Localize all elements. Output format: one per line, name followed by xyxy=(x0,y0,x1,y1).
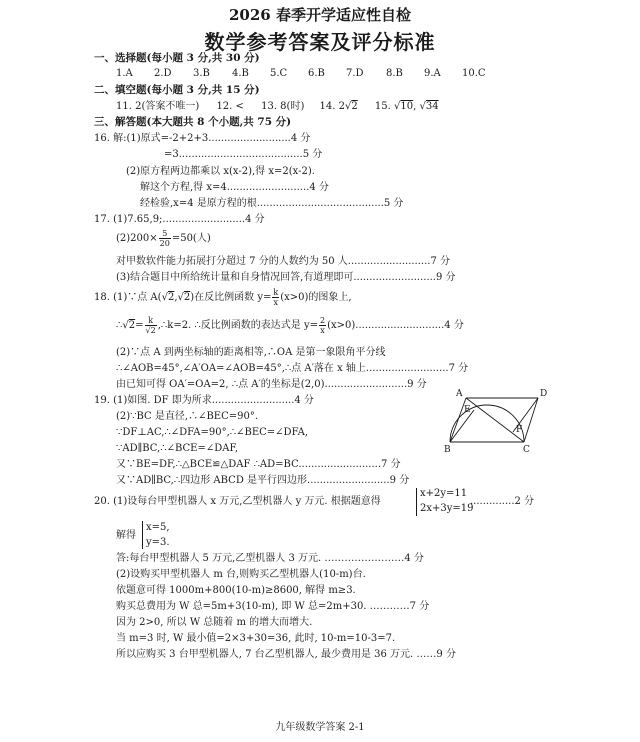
q20-line7: 因为 2>0, 所以 W 总随着 m 的增大而增大. xyxy=(116,617,313,628)
q20-line5: 依题意可得 1000m+800(10-m)≥8600, 解得 m≥3. xyxy=(116,585,356,596)
geometry-figure xyxy=(444,388,554,458)
page-footer: 九年级数学答案 2-1 xyxy=(275,722,365,733)
mc-answer-1: 1.A xyxy=(116,68,133,79)
q19-line2: (2)∵BC 是直径,∴∠BEC=90°. xyxy=(116,411,259,422)
exam-title: 2026 春季开学适应性自检 xyxy=(229,6,411,24)
mc-answer-2: 2.D xyxy=(154,68,172,79)
q19-line6: 又∵AD∥BC,∴四边形 ABCD 是平行四边形..........................9 分 xyxy=(116,475,410,486)
mc-answer-10: 10.C xyxy=(462,68,486,79)
q16-line2: =3.......................................5 分 xyxy=(164,149,323,160)
q20-solve-label: 解得 xyxy=(116,530,136,541)
equation-system-brace xyxy=(416,488,417,516)
label-b: B xyxy=(444,445,451,455)
q20-system1-eq1: x+2y=11 xyxy=(420,488,468,499)
segment-ac xyxy=(466,398,524,442)
mc-answer-8: 8.B xyxy=(386,68,403,79)
fill-answer-12: 12. < xyxy=(216,101,244,112)
q20-line1-score: ..............2 分 xyxy=(470,496,535,507)
label-d: D xyxy=(540,389,548,399)
q18-line5: 由已知可得 OA′=OA=2, ∴点 A′的坐标是(2,0)..........................9 分 xyxy=(116,379,427,390)
q17-line3: 对甲数软件能力拓展打分超过 7 分的人数约为 50 人..........................7 分 xyxy=(116,256,450,267)
q18-line2: ∴√2= $\frac{k}{√2}$ ,∴k=2. ∴反比例函数的表达式是 y= $\frac{2}{x}$ (x>0)............................4 分 xyxy=(116,316,464,335)
fill-answer-15: 15. √10, √34 xyxy=(374,101,439,112)
q20-line4: (2)设购买甲型机器人 m 台,则购买乙型机器人(10-m)台. xyxy=(116,569,366,580)
section1-heading: 一、选择题(每小题 3 分,共 30 分) xyxy=(94,52,260,64)
q20-line1: 20. (1)设每台甲型机器人 x 万元,乙型机器人 y 万元. 根据题意得 xyxy=(94,496,381,507)
section3-heading: 三、解答题(本大题共 8 个小题,共 75 分) xyxy=(94,116,292,128)
q19-line4: ∵AD∥BC,∴∠BCE=∠DAF, xyxy=(116,443,239,454)
fill-answers-row xyxy=(116,101,439,113)
section2-heading: 二、填空题(每小题 3 分,共 15 分) xyxy=(94,84,260,96)
q20-line9: 所以应购买 3 台甲型机器人, 7 台乙型机器人, 最少费用是 36 万元. ……9 分 xyxy=(116,649,456,660)
label-e: E xyxy=(464,405,471,415)
q18-line4: ∴∠AOB=45°,∠A′OA=∠AOB=45°,∴点 A′落在 x 轴上..........................7 分 xyxy=(116,363,469,374)
fill-answer-11: 11. 2(答案不唯一) xyxy=(116,101,200,112)
label-c: C xyxy=(523,445,530,455)
fill-answer-14: 14. 2√2 xyxy=(319,101,358,112)
q20-system2-eq2: y=3. xyxy=(146,537,170,548)
mc-answer-4: 4.B xyxy=(232,68,249,79)
q18-line3: (2)∵点 A 到两坐标轴的距离相等,∴OA 是第一象限角平分线 xyxy=(116,347,386,358)
q19-line5: 又∵BE=DF,∴△BCE≌△DAF ∴AD=BC..........................7 分 xyxy=(116,459,401,470)
solution-system-brace xyxy=(142,521,143,549)
q20-line3: 答:每台甲型机器人 5 万元,乙型机器人 3 万元. ……………………4 分 xyxy=(116,553,424,564)
q16-line4: 解这个方程,得 x=4..........................4 分 xyxy=(140,182,329,193)
q18-line1: 18. (1)∵点 A(√2,√2)在反比例函数 y= $\frac{k}{x}$ (x>0)的图象上, xyxy=(94,288,352,307)
mc-answer-7: 7.D xyxy=(346,68,364,79)
q20-system1-eq2: 2x+3y=19 xyxy=(420,503,474,514)
q20-line6: 购买总费用为 W 总=5m+3(10-m), 即 W 总=2m+30. …………7 分 xyxy=(116,601,430,612)
document-title: 数学参考答案及评分标准 xyxy=(204,30,436,54)
label-a: A xyxy=(456,389,463,399)
q16-line3: (2)原方程两边都乘以 x(x-2),得 x=2(x-2). xyxy=(126,166,315,177)
q16-line5: 经检验,x=4 是原方程的根........................................5 分 xyxy=(140,198,404,209)
mc-answer-5: 5.C xyxy=(270,68,288,79)
q20-system2-eq1: x=5, xyxy=(146,522,170,533)
q17-line1: 17. (1)7.65,9;..........................4 分 xyxy=(94,214,265,225)
q16-line1: 16. 解:(1)原式=-2+2+3..........................4 分 xyxy=(94,133,311,144)
segment-dc xyxy=(524,398,538,442)
mc-answer-9: 9.A xyxy=(424,68,441,79)
label-f: F xyxy=(516,425,523,435)
q17-line4: (3)结合题目中所给统计量和自身情况回答,有道理即可..........................9 分 xyxy=(116,272,456,283)
q19-line3: ∵DF⊥AC,∴∠DFA=90°,∴∠BEC=∠DFA, xyxy=(116,427,309,438)
q20-line8: 当 m=3 时, W 最小值=2×3+30=36, 此时, 10-m=10-3=7. xyxy=(116,633,396,644)
fill-answer-13: 13. 8(时) xyxy=(261,101,305,112)
mc-answer-3: 3.B xyxy=(193,68,210,79)
mc-answer-6: 6.B xyxy=(308,68,325,79)
q19-line1: 19. (1)如图. DF 即为所求..........................4 分 xyxy=(94,395,314,406)
q17-line2: (2)200× $\frac{5}{20}$ =50(人) xyxy=(116,229,211,248)
